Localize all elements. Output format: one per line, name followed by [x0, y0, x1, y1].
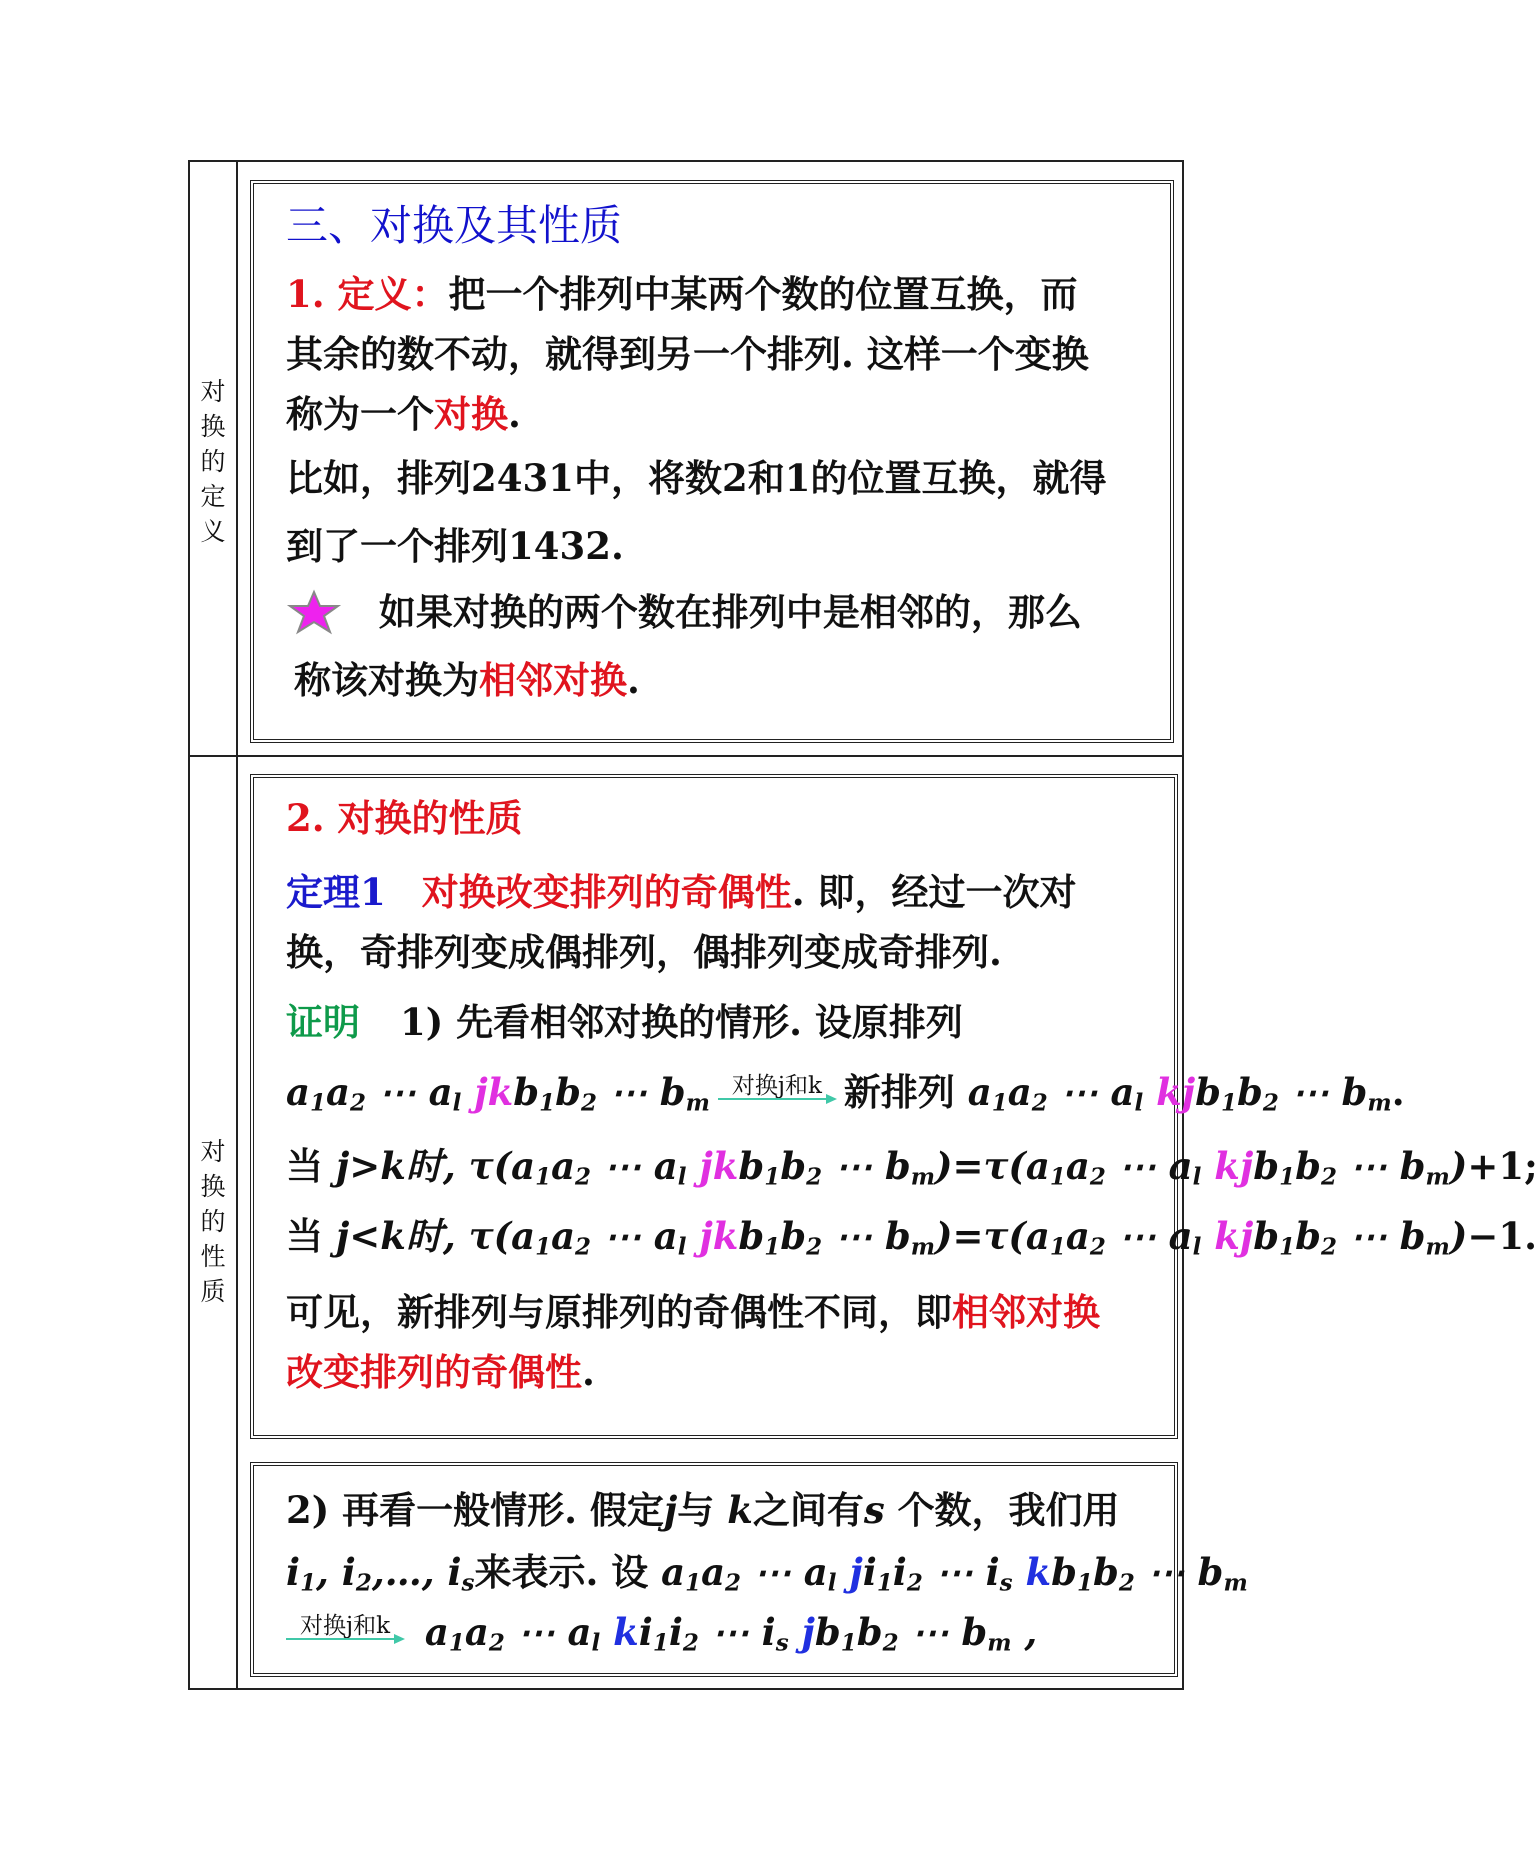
star-icon: [286, 590, 342, 634]
case-j-greater-k: 当 j>k时, $\tau(a_1a_2$ ⋯ $a_l$ $jkb_1b_2$ ⋯ $b_m)=\tau(a_1a_2$ ⋯ $a_l$ $kjb_1b_2$ ⋯ $b_m)+1$;: [286, 1144, 1538, 1191]
conclusion-line-2: 改变排列的奇偶性.: [286, 1350, 595, 1394]
general-case-box: [250, 1462, 1248, 1677]
column-divider: [236, 162, 238, 1688]
general-transform-arrow: 对换j和k: [284, 1610, 406, 1654]
theorem-line-2: 换，奇排列变成偶排列，偶排列变成奇排列.: [286, 930, 1002, 974]
general-line-1: 2) 再看一般情形. 假定j与 k之间有s 个数，我们用: [286, 1488, 1120, 1532]
definition-line-1: 1. 定义：把一个排列中某两个数的位置互换，而: [286, 272, 1078, 316]
theorem-line-1: 定理1 对换改变排列的奇偶性. 即，经过一次对: [286, 870, 1077, 914]
case-j-less-k: 当 j<k时, $\tau(a_1a_2$ ⋯ $a_l$ $jkb_1b_2$ ⋯ $b_m)=\tau(a_1a_2$ ⋯ $a_l$ $kjb_1b_2$ ⋯ $b_m)-1$.: [286, 1214, 1537, 1261]
example-line-2: 到了一个排列1432.: [286, 524, 624, 568]
proof-line: 证明 1) 先看相邻对换的情形. 设原排列: [286, 1000, 963, 1044]
note-line-2: 称该对换为相邻对换.: [294, 658, 640, 702]
properties-box: [250, 774, 1538, 1439]
general-line-2: $i_1$, $i_2,\dots$, $i_s$来表示. 设 $a_1a_2$ ⋯ $a_l$ $ji_1i_2$ ⋯ $i_s$ $kb_1b_2$ ⋯ $b_m$: [286, 1550, 1248, 1597]
note-line-1: 如果对换的两个数在排列中是相邻的，那么: [286, 590, 1082, 634]
section-title: 三、对换及其性质: [286, 201, 623, 250]
properties-title: 2. 对换的性质: [286, 796, 523, 840]
outer-table: [188, 160, 1538, 1690]
transform-arrow: 对换j和k: [716, 1070, 838, 1114]
definition-line-3: 称为一个对换.: [286, 392, 521, 436]
general-line-3: 对换j和k $a_1a_2$ ⋯ $a_l$ $ki_1i_2$ ⋯ $i_s$ $jb_1b_2$ ⋯ $b_m$ ,: [284, 1610, 1037, 1654]
row-divider: [190, 755, 1182, 757]
definition-box: [250, 180, 1174, 743]
side-label-definition: 对 换 的 定 义: [200, 377, 226, 546]
definition-line-2: 其余的数不动，就得到另一个排列. 这样一个变换: [286, 332, 1089, 376]
perm-transform-line: $a_1a_2$ ⋯ $a_l$ $jkb_1b_2$ ⋯ $b_m$ 对换j和k 新排列 $a_1a_2$ ⋯ $a_l$ $kjb_1b_2$ ⋯ $b_m$.: [286, 1070, 1405, 1117]
conclusion-line-1: 可见，新排列与原排列的奇偶性不同，即相邻对换: [286, 1290, 1100, 1334]
side-label-properties: 对 换 的 性 质: [200, 1137, 226, 1306]
example-line-1: 比如，排列2431中，将数2和1的位置互换，就得: [286, 456, 1107, 500]
